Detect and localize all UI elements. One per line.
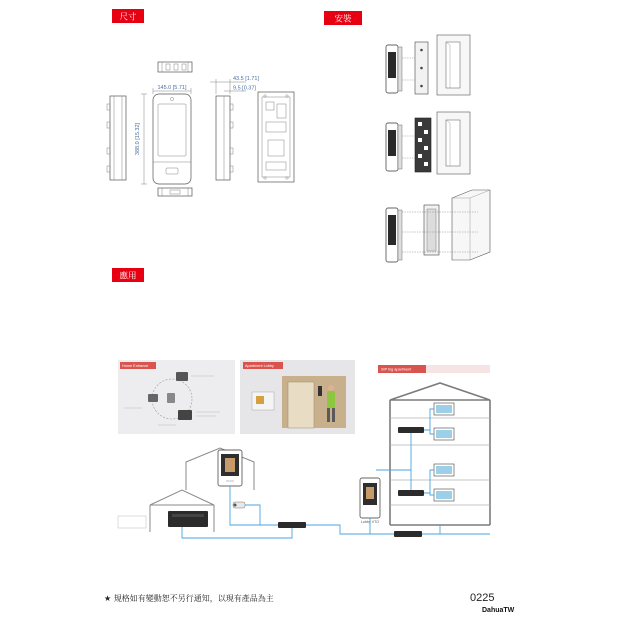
installation-step-3 xyxy=(386,190,490,262)
sip-big-apartment-label: SIP big apartment xyxy=(381,367,412,372)
network-switch-1 xyxy=(278,522,306,528)
depth-label: 43.5 [1.71] xyxy=(233,76,259,82)
section-tag-installation xyxy=(324,11,362,25)
camera-icon xyxy=(233,502,245,508)
section-tag-installation-label: 安裝 xyxy=(334,14,352,25)
network-switch-2 xyxy=(394,531,422,537)
depth-dimensions xyxy=(210,76,259,94)
height-label: 388.0 [15.32] xyxy=(135,122,141,156)
top-view xyxy=(158,62,192,72)
panel-apartment-lobby-label: Apartment Lobby xyxy=(245,364,274,368)
panel-apartment-lobby xyxy=(240,360,355,434)
application-diagram xyxy=(118,360,490,538)
side-view xyxy=(216,96,233,180)
lobby-vto-label: Lobby VTO xyxy=(360,520,380,524)
panel-home-entrance xyxy=(118,360,235,434)
floor-switch-1 xyxy=(398,427,424,433)
section-tag-dimensions-label: 尺寸 xyxy=(119,12,137,23)
installation-step-2 xyxy=(386,112,470,174)
floor-switch-2 xyxy=(398,490,424,496)
villa-entrance xyxy=(186,448,254,490)
section-tag-dimensions xyxy=(112,9,144,23)
house xyxy=(118,490,214,532)
dimension-drawing xyxy=(107,62,294,196)
height-dimension xyxy=(135,94,147,184)
width-dimension xyxy=(153,85,191,94)
indoor-monitor-4 xyxy=(434,489,454,501)
indoor-monitor-1 xyxy=(434,403,454,415)
panel-home-entrance-label: Home Entrance xyxy=(122,364,149,368)
bottom-view xyxy=(158,188,192,196)
width-label: 145.0 [5.71] xyxy=(157,85,187,91)
sip-big-apartment xyxy=(376,365,490,525)
back-view xyxy=(258,92,294,182)
footer-note: ★ 規格如有變動恕不另行通知，以現有產品為主 xyxy=(104,594,274,603)
thin-depth-label: 9.5 [0.37] xyxy=(233,85,256,92)
footer-brand: DahuaTW xyxy=(482,607,515,614)
indoor-monitor-2 xyxy=(434,428,454,440)
left-side-view xyxy=(107,96,126,180)
section-tag-application-label: 應用 xyxy=(119,271,137,282)
indoor-monitor-3 xyxy=(434,464,454,476)
footer xyxy=(104,592,515,614)
installation-step-1 xyxy=(386,35,470,95)
front-view xyxy=(153,94,191,184)
section-tag-application xyxy=(112,268,144,282)
installation-diagrams xyxy=(386,35,490,262)
footer-code: 0225 xyxy=(470,592,495,604)
lobby-vto xyxy=(360,478,380,524)
